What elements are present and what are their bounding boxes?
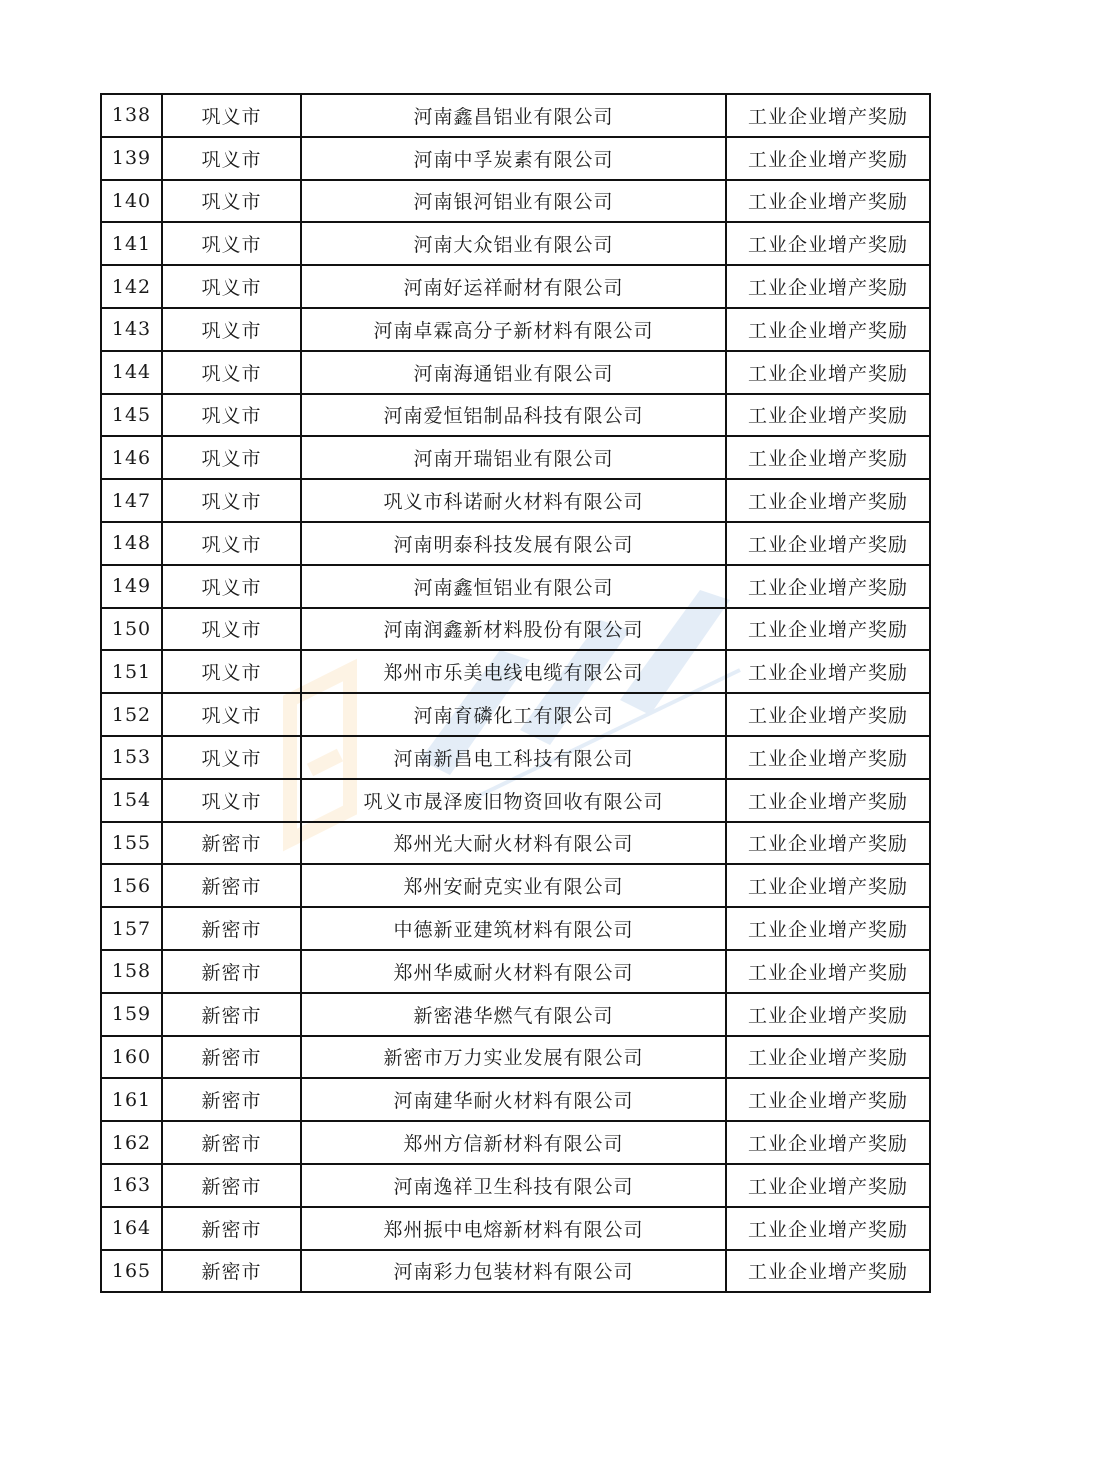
city-cell: 巩义市: [162, 479, 301, 522]
table-row: [101, 436, 930, 479]
company-name-cell: 河南逸祥卫生科技有限公司: [301, 1164, 726, 1207]
row-number-cell: 156: [101, 864, 162, 907]
reward-type-cell: 工业企业增产奖励: [726, 736, 930, 779]
table-row: [101, 1207, 930, 1250]
reward-type-cell: 工业企业增产奖励: [726, 1078, 930, 1121]
table-row: [101, 608, 930, 651]
company-name-cell: 河南明泰科技发展有限公司: [301, 522, 726, 565]
row-number-cell: 157: [101, 907, 162, 950]
reward-type-cell: 工业企业增产奖励: [726, 94, 930, 137]
table-row: [101, 993, 930, 1036]
reward-type-cell: 工业企业增产奖励: [726, 1207, 930, 1250]
reward-type-cell: 工业企业增产奖励: [726, 950, 930, 993]
table-row: [101, 308, 930, 351]
company-name-cell: 郑州安耐克实业有限公司: [301, 864, 726, 907]
table-row: [101, 779, 930, 822]
row-number-cell: 152: [101, 693, 162, 736]
reward-type-cell: 工业企业增产奖励: [726, 394, 930, 437]
reward-type-cell: 工业企业增产奖励: [726, 864, 930, 907]
reward-type-cell: 工业企业增产奖励: [726, 565, 930, 608]
company-name-cell: 河南爱恒铝制品科技有限公司: [301, 394, 726, 437]
city-cell: 新密市: [162, 1078, 301, 1121]
reward-type-cell: 工业企业增产奖励: [726, 265, 930, 308]
city-cell: 新密市: [162, 1250, 301, 1293]
row-number-cell: 155: [101, 822, 162, 865]
row-number-cell: 149: [101, 565, 162, 608]
city-cell: 巩义市: [162, 180, 301, 223]
reward-type-cell: 工业企业增产奖励: [726, 180, 930, 223]
row-number-cell: 148: [101, 522, 162, 565]
city-cell: 巩义市: [162, 308, 301, 351]
row-number-cell: 165: [101, 1250, 162, 1293]
reward-type-cell: 工业企业增产奖励: [726, 1164, 930, 1207]
city-cell: 巩义市: [162, 608, 301, 651]
company-name-cell: 河南育磷化工有限公司: [301, 693, 726, 736]
company-name-cell: 河南好运祥耐材有限公司: [301, 265, 726, 308]
city-cell: 巩义市: [162, 394, 301, 437]
company-name-cell: 郑州方信新材料有限公司: [301, 1121, 726, 1164]
company-name-cell: 郑州华威耐火材料有限公司: [301, 950, 726, 993]
city-cell: 新密市: [162, 1207, 301, 1250]
city-cell: 巩义市: [162, 137, 301, 180]
table-row: [101, 736, 930, 779]
company-list-table: [100, 93, 931, 1293]
table-row: [101, 650, 930, 693]
table-row: [101, 222, 930, 265]
row-number-cell: 145: [101, 394, 162, 437]
reward-type-cell: 工业企业增产奖励: [726, 907, 930, 950]
reward-type-cell: 工业企业增产奖励: [726, 993, 930, 1036]
row-number-cell: 153: [101, 736, 162, 779]
company-name-cell: 巩义市科诺耐火材料有限公司: [301, 479, 726, 522]
table-row: [101, 1036, 930, 1079]
table-row: [101, 565, 930, 608]
city-cell: 新密市: [162, 864, 301, 907]
company-name-cell: 河南建华耐火材料有限公司: [301, 1078, 726, 1121]
company-name-cell: 河南银河铝业有限公司: [301, 180, 726, 223]
row-number-cell: 143: [101, 308, 162, 351]
city-cell: 新密市: [162, 950, 301, 993]
city-cell: 新密市: [162, 907, 301, 950]
table-row: [101, 1121, 930, 1164]
reward-type-cell: 工业企业增产奖励: [726, 779, 930, 822]
row-number-cell: 160: [101, 1036, 162, 1079]
table-row: [101, 479, 930, 522]
row-number-cell: 159: [101, 993, 162, 1036]
row-number-cell: 147: [101, 479, 162, 522]
table-row: [101, 1164, 930, 1207]
table-row: [101, 864, 930, 907]
company-name-cell: 河南卓霖高分子新材料有限公司: [301, 308, 726, 351]
row-number-cell: 142: [101, 265, 162, 308]
company-name-cell: 河南中孚炭素有限公司: [301, 137, 726, 180]
city-cell: 巩义市: [162, 650, 301, 693]
city-cell: 巩义市: [162, 436, 301, 479]
table-row: [101, 693, 930, 736]
row-number-cell: 158: [101, 950, 162, 993]
city-cell: 巩义市: [162, 94, 301, 137]
city-cell: 巩义市: [162, 779, 301, 822]
table-body: [101, 94, 930, 1292]
table-row: [101, 907, 930, 950]
table-row: [101, 265, 930, 308]
row-number-cell: 162: [101, 1121, 162, 1164]
table-row: [101, 1250, 930, 1293]
row-number-cell: 141: [101, 222, 162, 265]
reward-type-cell: 工业企业增产奖励: [726, 693, 930, 736]
city-cell: 巩义市: [162, 265, 301, 308]
table-row: [101, 522, 930, 565]
row-number-cell: 146: [101, 436, 162, 479]
reward-type-cell: 工业企业增产奖励: [726, 222, 930, 265]
company-name-cell: 巩义市晟泽废旧物资回收有限公司: [301, 779, 726, 822]
company-name-cell: 河南开瑞铝业有限公司: [301, 436, 726, 479]
company-name-cell: 河南鑫昌铝业有限公司: [301, 94, 726, 137]
row-number-cell: 144: [101, 351, 162, 394]
reward-type-cell: 工业企业增产奖励: [726, 308, 930, 351]
company-name-cell: 新密港华燃气有限公司: [301, 993, 726, 1036]
reward-type-cell: 工业企业增产奖励: [726, 822, 930, 865]
row-number-cell: 150: [101, 608, 162, 651]
city-cell: 新密市: [162, 1121, 301, 1164]
table-row: [101, 394, 930, 437]
city-cell: 巩义市: [162, 736, 301, 779]
company-name-cell: 河南新昌电工科技有限公司: [301, 736, 726, 779]
table-row: [101, 822, 930, 865]
reward-type-cell: 工业企业增产奖励: [726, 650, 930, 693]
company-name-cell: 河南鑫恒铝业有限公司: [301, 565, 726, 608]
row-number-cell: 161: [101, 1078, 162, 1121]
reward-type-cell: 工业企业增产奖励: [726, 522, 930, 565]
reward-type-cell: 工业企业增产奖励: [726, 1121, 930, 1164]
reward-type-cell: 工业企业增产奖励: [726, 436, 930, 479]
city-cell: 巩义市: [162, 693, 301, 736]
company-name-cell: 郑州振中电熔新材料有限公司: [301, 1207, 726, 1250]
company-name-cell: 郑州光大耐火材料有限公司: [301, 822, 726, 865]
reward-type-cell: 工业企业增产奖励: [726, 351, 930, 394]
row-number-cell: 154: [101, 779, 162, 822]
table-row: [101, 180, 930, 223]
company-name-cell: 河南海通铝业有限公司: [301, 351, 726, 394]
city-cell: 新密市: [162, 993, 301, 1036]
city-cell: 巩义市: [162, 351, 301, 394]
reward-type-cell: 工业企业增产奖励: [726, 608, 930, 651]
reward-type-cell: 工业企业增产奖励: [726, 479, 930, 522]
row-number-cell: 163: [101, 1164, 162, 1207]
table-row: [101, 94, 930, 137]
city-cell: 巩义市: [162, 222, 301, 265]
table-row: [101, 137, 930, 180]
city-cell: 新密市: [162, 822, 301, 865]
row-number-cell: 138: [101, 94, 162, 137]
reward-type-cell: 工业企业增产奖励: [726, 137, 930, 180]
city-cell: 巩义市: [162, 565, 301, 608]
company-name-cell: 郑州市乐美电线电缆有限公司: [301, 650, 726, 693]
row-number-cell: 139: [101, 137, 162, 180]
city-cell: 巩义市: [162, 522, 301, 565]
company-name-cell: 河南大众铝业有限公司: [301, 222, 726, 265]
company-name-cell: 中德新亚建筑材料有限公司: [301, 907, 726, 950]
city-cell: 新密市: [162, 1164, 301, 1207]
reward-type-cell: 工业企业增产奖励: [726, 1250, 930, 1293]
company-name-cell: 河南彩力包装材料有限公司: [301, 1250, 726, 1293]
row-number-cell: 151: [101, 650, 162, 693]
reward-type-cell: 工业企业增产奖励: [726, 1036, 930, 1079]
table-row: [101, 950, 930, 993]
city-cell: 新密市: [162, 1036, 301, 1079]
table-row: [101, 1078, 930, 1121]
row-number-cell: 164: [101, 1207, 162, 1250]
table-row: [101, 351, 930, 394]
company-name-cell: 河南润鑫新材料股份有限公司: [301, 608, 726, 651]
company-name-cell: 新密市万力实业发展有限公司: [301, 1036, 726, 1079]
row-number-cell: 140: [101, 180, 162, 223]
